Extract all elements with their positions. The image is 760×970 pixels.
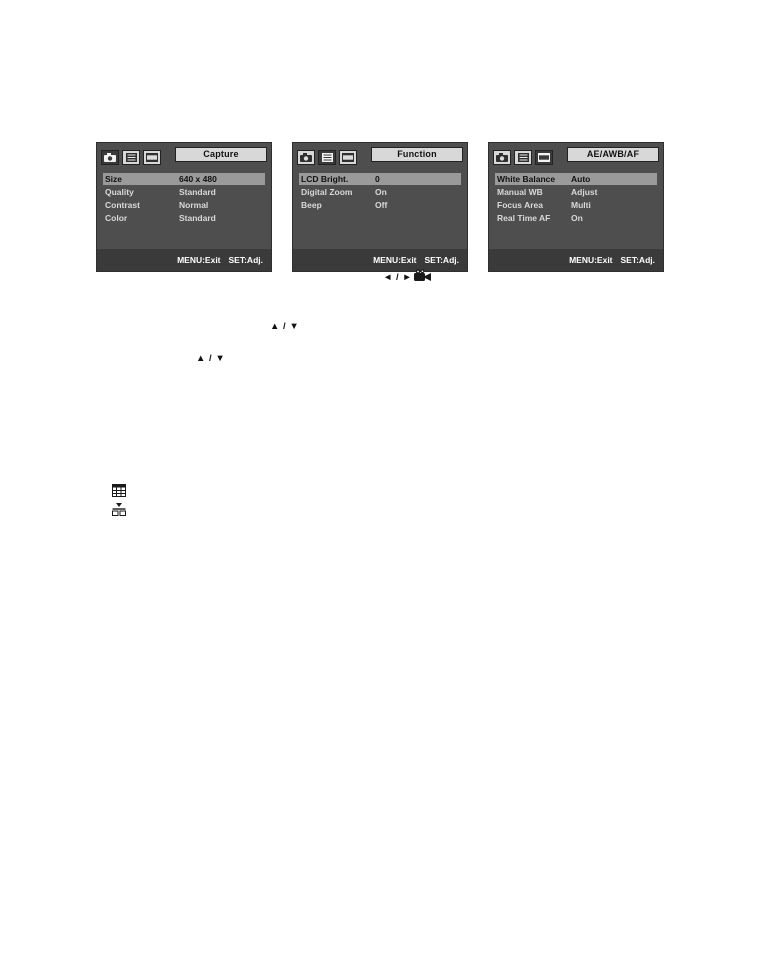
menu-row-label: Beep: [301, 200, 322, 210]
panel-title: Function: [371, 147, 463, 162]
menu-row-value: On: [375, 187, 387, 197]
tab-camera[interactable]: [101, 150, 119, 165]
capture-menu-rows: [103, 173, 265, 224]
panel-title: Capture: [175, 147, 267, 162]
menu-row-color[interactable]: [103, 212, 265, 224]
menu-row-contrast[interactable]: [103, 199, 265, 211]
menu-row-white-balance[interactable]: [495, 173, 657, 185]
menu-row-value: On: [571, 213, 583, 223]
tab-function[interactable]: [514, 150, 532, 165]
menu-row-quality[interactable]: [103, 186, 265, 198]
menu-row-value: Normal: [179, 200, 209, 210]
function-menu-tabbar: [297, 147, 463, 167]
menu-row-value: Multi: [571, 200, 591, 210]
menu-row-manual-wb[interactable]: [495, 186, 657, 198]
camera-icon: [104, 153, 116, 162]
menu-row-focus-area[interactable]: [495, 199, 657, 211]
up-down-key-glyph-2: ▲ / ▼: [196, 353, 226, 364]
left-right-key-glyph: ◄ / ►: [383, 272, 413, 283]
capture-menu-panel: [96, 142, 272, 272]
menu-row-label: Quality: [105, 187, 134, 197]
tab-camera[interactable]: [297, 150, 315, 165]
menu-row-value: Standard: [179, 213, 216, 223]
ae-awb-af-menu-footer: [489, 249, 663, 271]
menu-adjust-hint: SET:Adj.: [424, 255, 459, 265]
tab-ae-awb-af[interactable]: [535, 150, 553, 165]
ae-awb-af-menu-panel: [488, 142, 664, 272]
menu-row-real-time-af[interactable]: [495, 212, 657, 224]
panel-title: AE/AWB/AF: [567, 147, 659, 162]
camera-icon: [496, 153, 508, 162]
ae-awb-af-menu-rows: [495, 173, 657, 224]
menu-row-label: Size: [105, 174, 123, 184]
menu-row-value: 0: [375, 174, 380, 184]
menu-row-value: Adjust: [571, 187, 598, 197]
menu-row-beep[interactable]: [299, 199, 461, 211]
menu-row-lcd-bright[interactable]: [299, 173, 461, 185]
menu-row-label: Color: [105, 213, 128, 223]
function-menu-footer: [293, 249, 467, 271]
menu-adjust-hint: SET:Adj.: [620, 255, 655, 265]
function-menu-rows: [299, 173, 461, 211]
menu-exit-hint: MENU:Exit: [177, 255, 221, 265]
menu-row-label: Real Time AF: [497, 213, 551, 223]
menu-row-label: Digital Zoom: [301, 187, 353, 197]
menu-row-value: 640 x 480: [179, 174, 217, 184]
film-icon: [342, 153, 354, 162]
menu-row-label: Focus Area: [497, 200, 543, 210]
menu-row-value: Auto: [571, 174, 591, 184]
menu-row-digital-zoom[interactable]: [299, 186, 461, 198]
capture-menu-footer: [97, 249, 271, 271]
up-down-key-glyph-1: ▲ / ▼: [270, 321, 300, 332]
menu-row-label: Contrast: [105, 200, 140, 210]
camera-icon: [300, 153, 312, 162]
function-menu-panel: [292, 142, 468, 272]
list-icon: [518, 153, 529, 162]
menu-exit-hint: MENU:Exit: [569, 255, 613, 265]
tab-ae-awb-af[interactable]: [143, 150, 161, 165]
tab-ae-awb-af[interactable]: [339, 150, 357, 165]
grid-icon: [112, 484, 126, 502]
film-icon: [146, 153, 158, 162]
tab-function[interactable]: [318, 150, 336, 165]
tab-camera[interactable]: [493, 150, 511, 165]
menu-row-value: Off: [375, 200, 388, 210]
list-icon: [322, 153, 333, 162]
menu-row-label: White Balance: [497, 174, 556, 184]
menu-row-size[interactable]: [103, 173, 265, 185]
menu-row-label: LCD Bright.: [301, 174, 349, 184]
tab-function[interactable]: [122, 150, 140, 165]
videocam-icon: [414, 269, 432, 288]
film-icon: [538, 153, 550, 162]
menu-row-label: Manual WB: [497, 187, 543, 197]
menu-row-value: Standard: [179, 187, 216, 197]
split-view-icon: [112, 503, 126, 521]
menu-adjust-hint: SET:Adj.: [228, 255, 263, 265]
menu-exit-hint: MENU:Exit: [373, 255, 417, 265]
list-icon: [126, 153, 137, 162]
capture-menu-tabbar: [101, 147, 267, 167]
ae-awb-af-menu-tabbar: [493, 147, 659, 167]
